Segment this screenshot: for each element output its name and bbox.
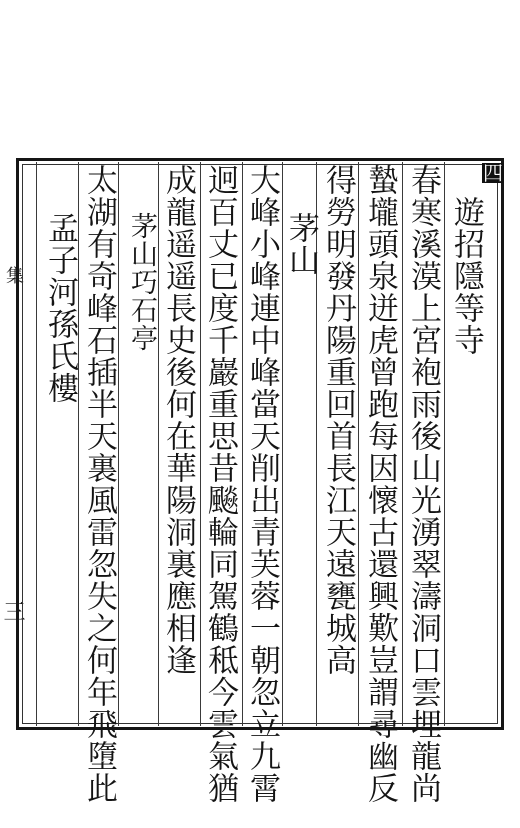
corner-mark: 四 <box>483 161 503 185</box>
text-column: 成龍遥遥長史後何在華陽洞裏應相逢 <box>160 164 196 676</box>
margin-mark: 集 <box>3 266 24 284</box>
column-rule <box>444 162 445 726</box>
text-column: 大峰小峰連中峰當天削出青芙蓉一朝忽立九霄 <box>244 164 280 804</box>
text-column: 太湖有奇峰石插半天裏風雷忽失之何年飛墮此 <box>81 164 117 804</box>
column-rule <box>200 162 201 726</box>
text-column: 春寒溪漠上宮袍雨後山光湧翠濤洞口雲埋龍尚 <box>405 164 441 804</box>
folio-number: 三 <box>0 600 25 622</box>
column-rule <box>36 162 37 726</box>
column-rule <box>242 162 243 726</box>
poem-title: 孟子河孫氏樓 <box>42 212 78 404</box>
column-rule <box>402 162 403 726</box>
poem-title: 遊招隱等寺 <box>448 196 484 356</box>
poem-title: 茅山 <box>283 212 319 276</box>
column-rule <box>118 162 119 726</box>
text-column: 得勞明發丹陽重回首長江天遠甕城高 <box>320 164 356 676</box>
column-rule <box>358 162 359 726</box>
text-column: 蟄壠頭泉迸虎曾跑每因懷古還興歎豈謂尋幽反 <box>362 164 398 804</box>
text-column: 迥百丈已度千巖重思昔飈輪同駕鶴秪今雲氣猶 <box>202 164 238 804</box>
poem-title: 茅山巧石亭 <box>126 212 157 352</box>
column-rule <box>78 162 79 726</box>
